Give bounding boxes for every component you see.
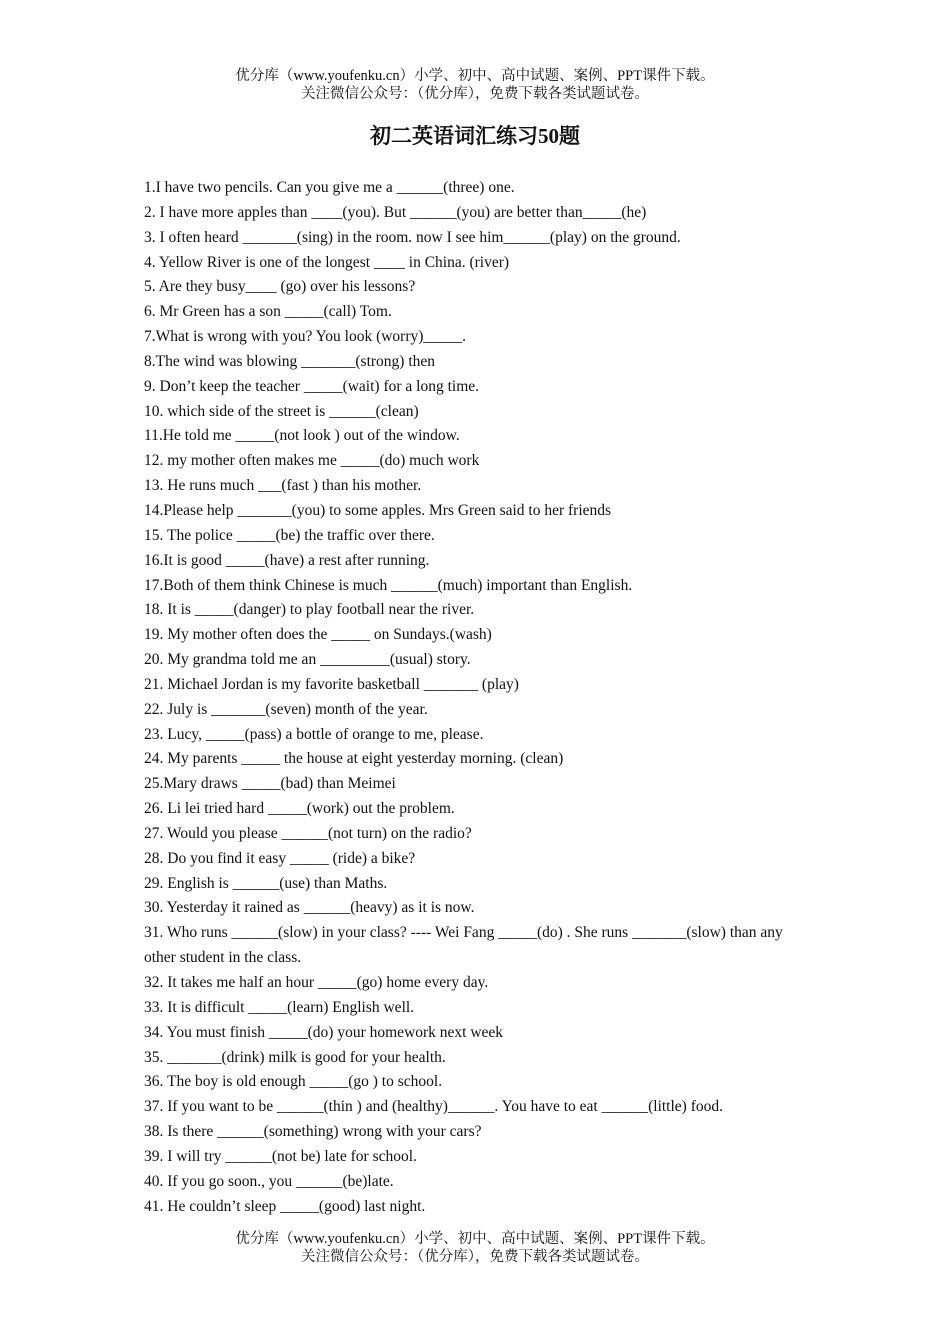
question-item: 24. My parents _____ the house at eight yesterday morning. (clean) [144,750,564,768]
footer-line-2: 关注微信公众号：（优分库），免费下载各类试题试卷。 [301,1249,649,1265]
question-item: 32. It takes me half an hour _____(go) home every day. [144,974,489,991]
question-item: 28. Do you find it easy _____ (ride) a bike? [144,849,416,867]
question-item: 10. which side of the street is ______(clean) [144,402,419,420]
question-item: 35. _______(drink) milk is good for your health. [144,1048,446,1066]
question-item: 2. I have more apples than ____(you). But ______(you) are better than_____(he) [144,203,647,221]
question-item: 41. He couldn’t sleep _____(good) last night. [144,1197,426,1215]
question-item: 19. My mother often does the _____ on Sundays.(wash) [144,626,492,644]
question-item: 27. Would you please ______(not turn) on the radio? [144,824,472,842]
question-item: 16.It is good _____(have) a rest after running. [144,551,430,569]
page-header [0,67,950,103]
question-item: 33. It is difficult _____(learn) English well. [144,998,415,1016]
question-item: 8.The wind was blowing _______(strong) then [144,352,436,370]
question-item: 9. Don’t keep the teacher _____(wait) for a long time. [144,377,480,395]
question-item: 3. I often heard _______(sing) in the room. now I see him______(play) on the ground. [144,228,681,246]
question-item: 5. Are they busy____ (go) over his lessons? [144,278,416,296]
question-item: 21. Michael Jordan is my favorite basketball _______ (play) [144,675,519,693]
header-line-1: 优分库（www.youfenku.cn）小学、初中、高中试题、案例、PPT课件下载。 [235,68,715,84]
question-item: 29. English is ______(use) than Maths. [144,874,388,892]
question-item: 26. Li lei tried hard _____(work) out the problem. [144,800,455,818]
question-item: 37. If you want to be ______(thin ) and (healthy)______. You have to eat ______(little) food. [144,1098,723,1116]
footer-line-1: 优分库（www.youfenku.cn）小学、初中、高中试题、案例、PPT课件下载。 [235,1231,715,1247]
question-item: 40. If you go soon., you ______(be)late. [144,1172,394,1190]
question-item: 15. The police _____(be) the traffic over there. [144,526,435,544]
question-item: 36. The boy is old enough _____(go ) to school. [144,1073,443,1091]
question-item: 1.I have two pencils. Can you give me a ______(three) one. [144,179,515,196]
question-item: 18. It is _____(danger) to play football near the river. [144,601,475,619]
question-item: 31. Who runs ______(slow) in your class? ---- Wei Fang _____(do) . She runs _______(slow) than any other student in the class. [144,924,783,967]
question-item: 20. My grandma told me an _________(usual) story. [144,651,471,669]
header-line-2: 关注微信公众号：（优分库），免费下载各类试题试卷。 [301,86,649,102]
question-item: 17.Both of them think Chinese is much ______(much) important than English. [144,576,633,594]
question-item: 11.He told me _____(not look ) out of the window. [144,427,460,445]
question-item: 4. Yellow River is one of the longest ____ in China. (river) [144,253,510,271]
question-list [144,176,814,1219]
document-title: 初二英语词汇练习50题 [370,124,580,148]
page-footer [0,1230,950,1266]
question-item: 12. my mother often makes me _____(do) much work [144,452,480,470]
question-item: 30. Yesterday it rained as ______(heavy) as it is now. [144,899,475,917]
question-item: 7.What is wrong with you? You look (worry)_____. [144,328,467,346]
question-item: 39. I will try ______(not be) late for school. [144,1147,417,1165]
question-item: 34. You must finish _____(do) your homework next week [144,1023,504,1041]
question-item: 6. Mr Green has a son _____(call) Tom. [144,303,392,321]
question-item: 14.Please help _______(you) to some apples. Mrs Green said to her friends [144,501,612,519]
question-item: 22. July is _______(seven) month of the year. [144,700,428,718]
question-item: 38. Is there ______(something) wrong with your cars? [144,1123,482,1141]
question-item: 13. He runs much ___(fast ) than his mother. [144,477,422,495]
question-item: 23. Lucy, _____(pass) a bottle of orange to me, please. [144,725,484,743]
question-item: 25.Mary draws _____(bad) than Meimei [144,775,396,793]
